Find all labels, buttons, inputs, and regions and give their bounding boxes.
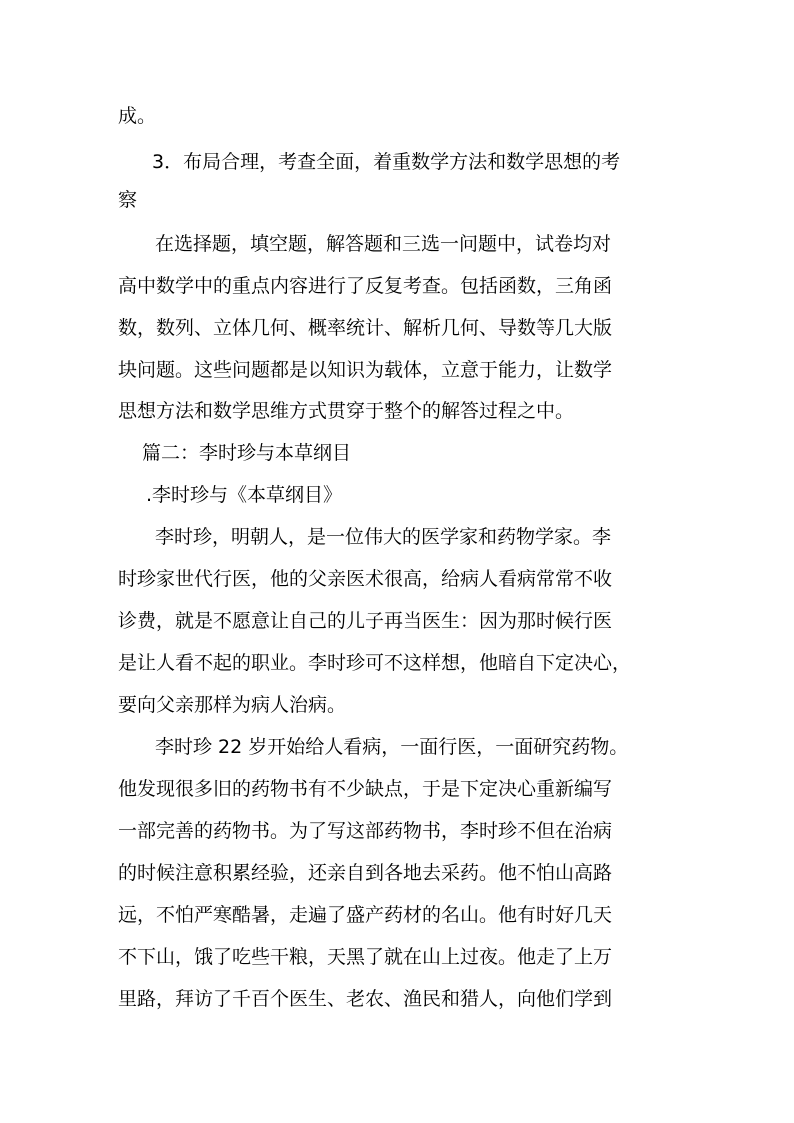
text-line: 时珍家世代行医，他的父亲医术很高，给病人看病常常不收	[118, 568, 613, 590]
text-line: 思想方法和数学思维方式贯穿于整个的解答过程之中。	[118, 400, 575, 422]
text-line: 察	[118, 189, 138, 211]
text-line: 成。	[118, 105, 157, 127]
text-line: 的时候注意积累经验，还亲自到各地去采药。他不怕山高路	[118, 862, 613, 884]
text-line: 是让人看不起的职业。李时珍可不这样想，他暗自下定决心，	[118, 652, 632, 674]
text-line: 李时珍 22 岁开始给人看病，一面行医，一面研究药物。	[155, 736, 629, 758]
text-line: 块问题。这些问题都是以知识为载体，立意于能力，让数学	[118, 359, 613, 381]
text-line: 要向父亲那样为病人治病。	[118, 694, 347, 716]
text-line: 李时珍，明朝人，是一位伟大的医学家和药物学家。李	[155, 526, 612, 548]
text-line: 他发现很多旧的药物书有不少缺点，于是下定决心重新编写	[118, 778, 613, 800]
subheading: .李时珍与《本草纲目》	[146, 484, 343, 506]
chapter-heading: 篇二：李时珍与本草纲目	[142, 442, 352, 464]
text-line: 在选择题，填空题，解答题和三选一问题中，试卷均对	[155, 233, 612, 255]
section-heading: 3．布局合理，考查全面，着重数学方法和数学思想的考	[152, 151, 621, 173]
text-line: 高中数学中的重点内容进行了反复考查。包括函数，三角函	[118, 275, 613, 297]
text-line: 远，不怕严寒酷暑，走遍了盛产药材的名山。他有时好几天	[118, 904, 613, 926]
text-line: 不下山，饿了吃些干粮，天黑了就在山上过夜。他走了上万	[118, 946, 613, 968]
text-line: 一部完善的药物书。为了写这部药物书，李时珍不但在治病	[118, 820, 613, 842]
text-line: 里路，拜访了千百个医生、老农、渔民和猎人，向他们学到	[118, 988, 613, 1010]
text-line: 数，数列、立体几何、概率统计、解析几何、导数等几大版	[118, 317, 613, 339]
text-line: 诊费，就是不愿意让自己的儿子再当医生：因为那时候行医	[118, 610, 613, 632]
